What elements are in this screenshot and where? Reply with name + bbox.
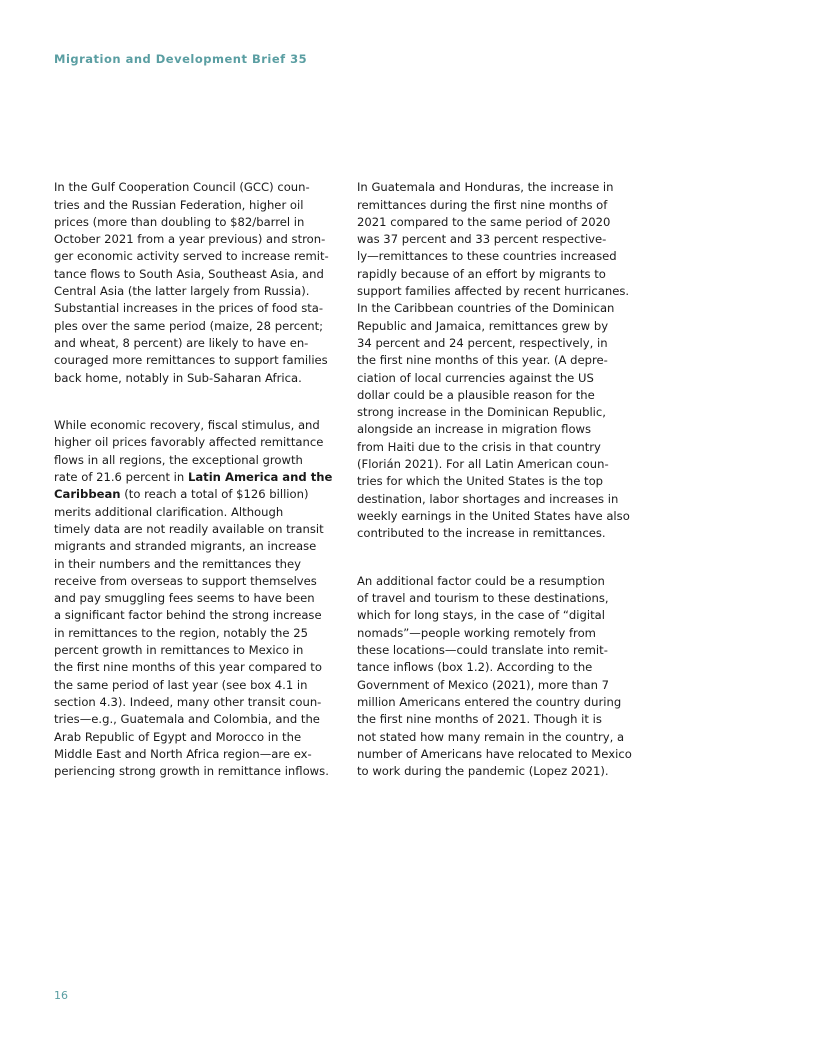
running-header: Migration and Development Brief 35: [54, 52, 308, 66]
paragraph-guatemala-honduras: In Guatemala and Honduras, the increase in remittances during the first nine months of 2021 compared to the same period of 2020 was 37 percent and 33 percent respective- ly—remittances to these countries increased rapidly because of an effort by migrants to support families affected by recent hurricanes. In the Caribbean countries of the Dominican Republic and Jamaica, remittances grew by 34 percent and 24 percent, respectively, in the first nine months of this year. (A depre- ciation of local currencies against the US dollar could be a plausible reason for the strong increase in the Dominican Republic, alongside an increase in migration flows from Haiti due to the crisis in that country (Florián 2021). For all Latin American coun- tries for which the United States is the top destination, labor shortages and increases in weekly earnings in the United States have also contributed to the increase in remittances.: [357, 180, 630, 541]
right-column: [357, 162, 647, 811]
paragraph-text: While economic recovery, fiscal stimulus, and higher oil prices favorably affected remittance flows in all regions, the exceptional growth rate of 21.6 percent in: [54, 418, 324, 485]
page-number: 16: [54, 989, 68, 1002]
left-column: [54, 162, 344, 811]
paragraph-gcc-russia: In the Gulf Cooperation Council (GCC) coun- tries and the Russian Federation, higher oil prices (more than doubling to $82/barrel in October 2021 from a year previous) and stron- ger economic activity served to increase remit- tance flows to South Asia, Southeast Asia, and Central Asia (the latter largely from Russia). Substantial increases in the prices of food sta- ples over the same period (maize, 28 percent; and wheat, 8 percent) are likely to have en- couraged more remittances to support families back home, notably in Sub-Saharan Africa.: [54, 180, 329, 385]
paragraph-latin-america: [54, 417, 344, 780]
paragraph-text: (to reach a total of $126 billion) merits additional clarification. Although timely data are not readily available on transit migrants and stranded migrants, an increase in their numbers and the remittances they receive from overseas to support themselves and pay smuggling fees seems to have been a significant factor behind the strong increase in remittances to the region, notably the 25 percent growth in remittances to Mexico in the first nine months of this year compared to the same period of last year (see box 4.1 in section 4.3). Indeed, many other transit coun- tries—e.g., Guatemala and Colombia, and the Arab Republic of Egypt and Morocco in the Middle East and North Africa region—are ex- periencing strong growth in remittance inflows.: [54, 487, 329, 779]
paragraph-travel-tourism: An additional factor could be a resumption of travel and tourism to these destinations, which for long stays, in the case of “digital nomads”—people working remotely from these locations—could translate into remit- tance inflows (box 1.2). According to the Government of Mexico (2021), more than 7 million Americans entered the country during the first nine months of 2021. Though it is not stated how many remain in the country, a number of Americans have relocated to Mexico to work during the pandemic (Lopez 2021).: [357, 573, 632, 779]
region-highlight: Latin America and the Caribbean: [54, 470, 333, 502]
